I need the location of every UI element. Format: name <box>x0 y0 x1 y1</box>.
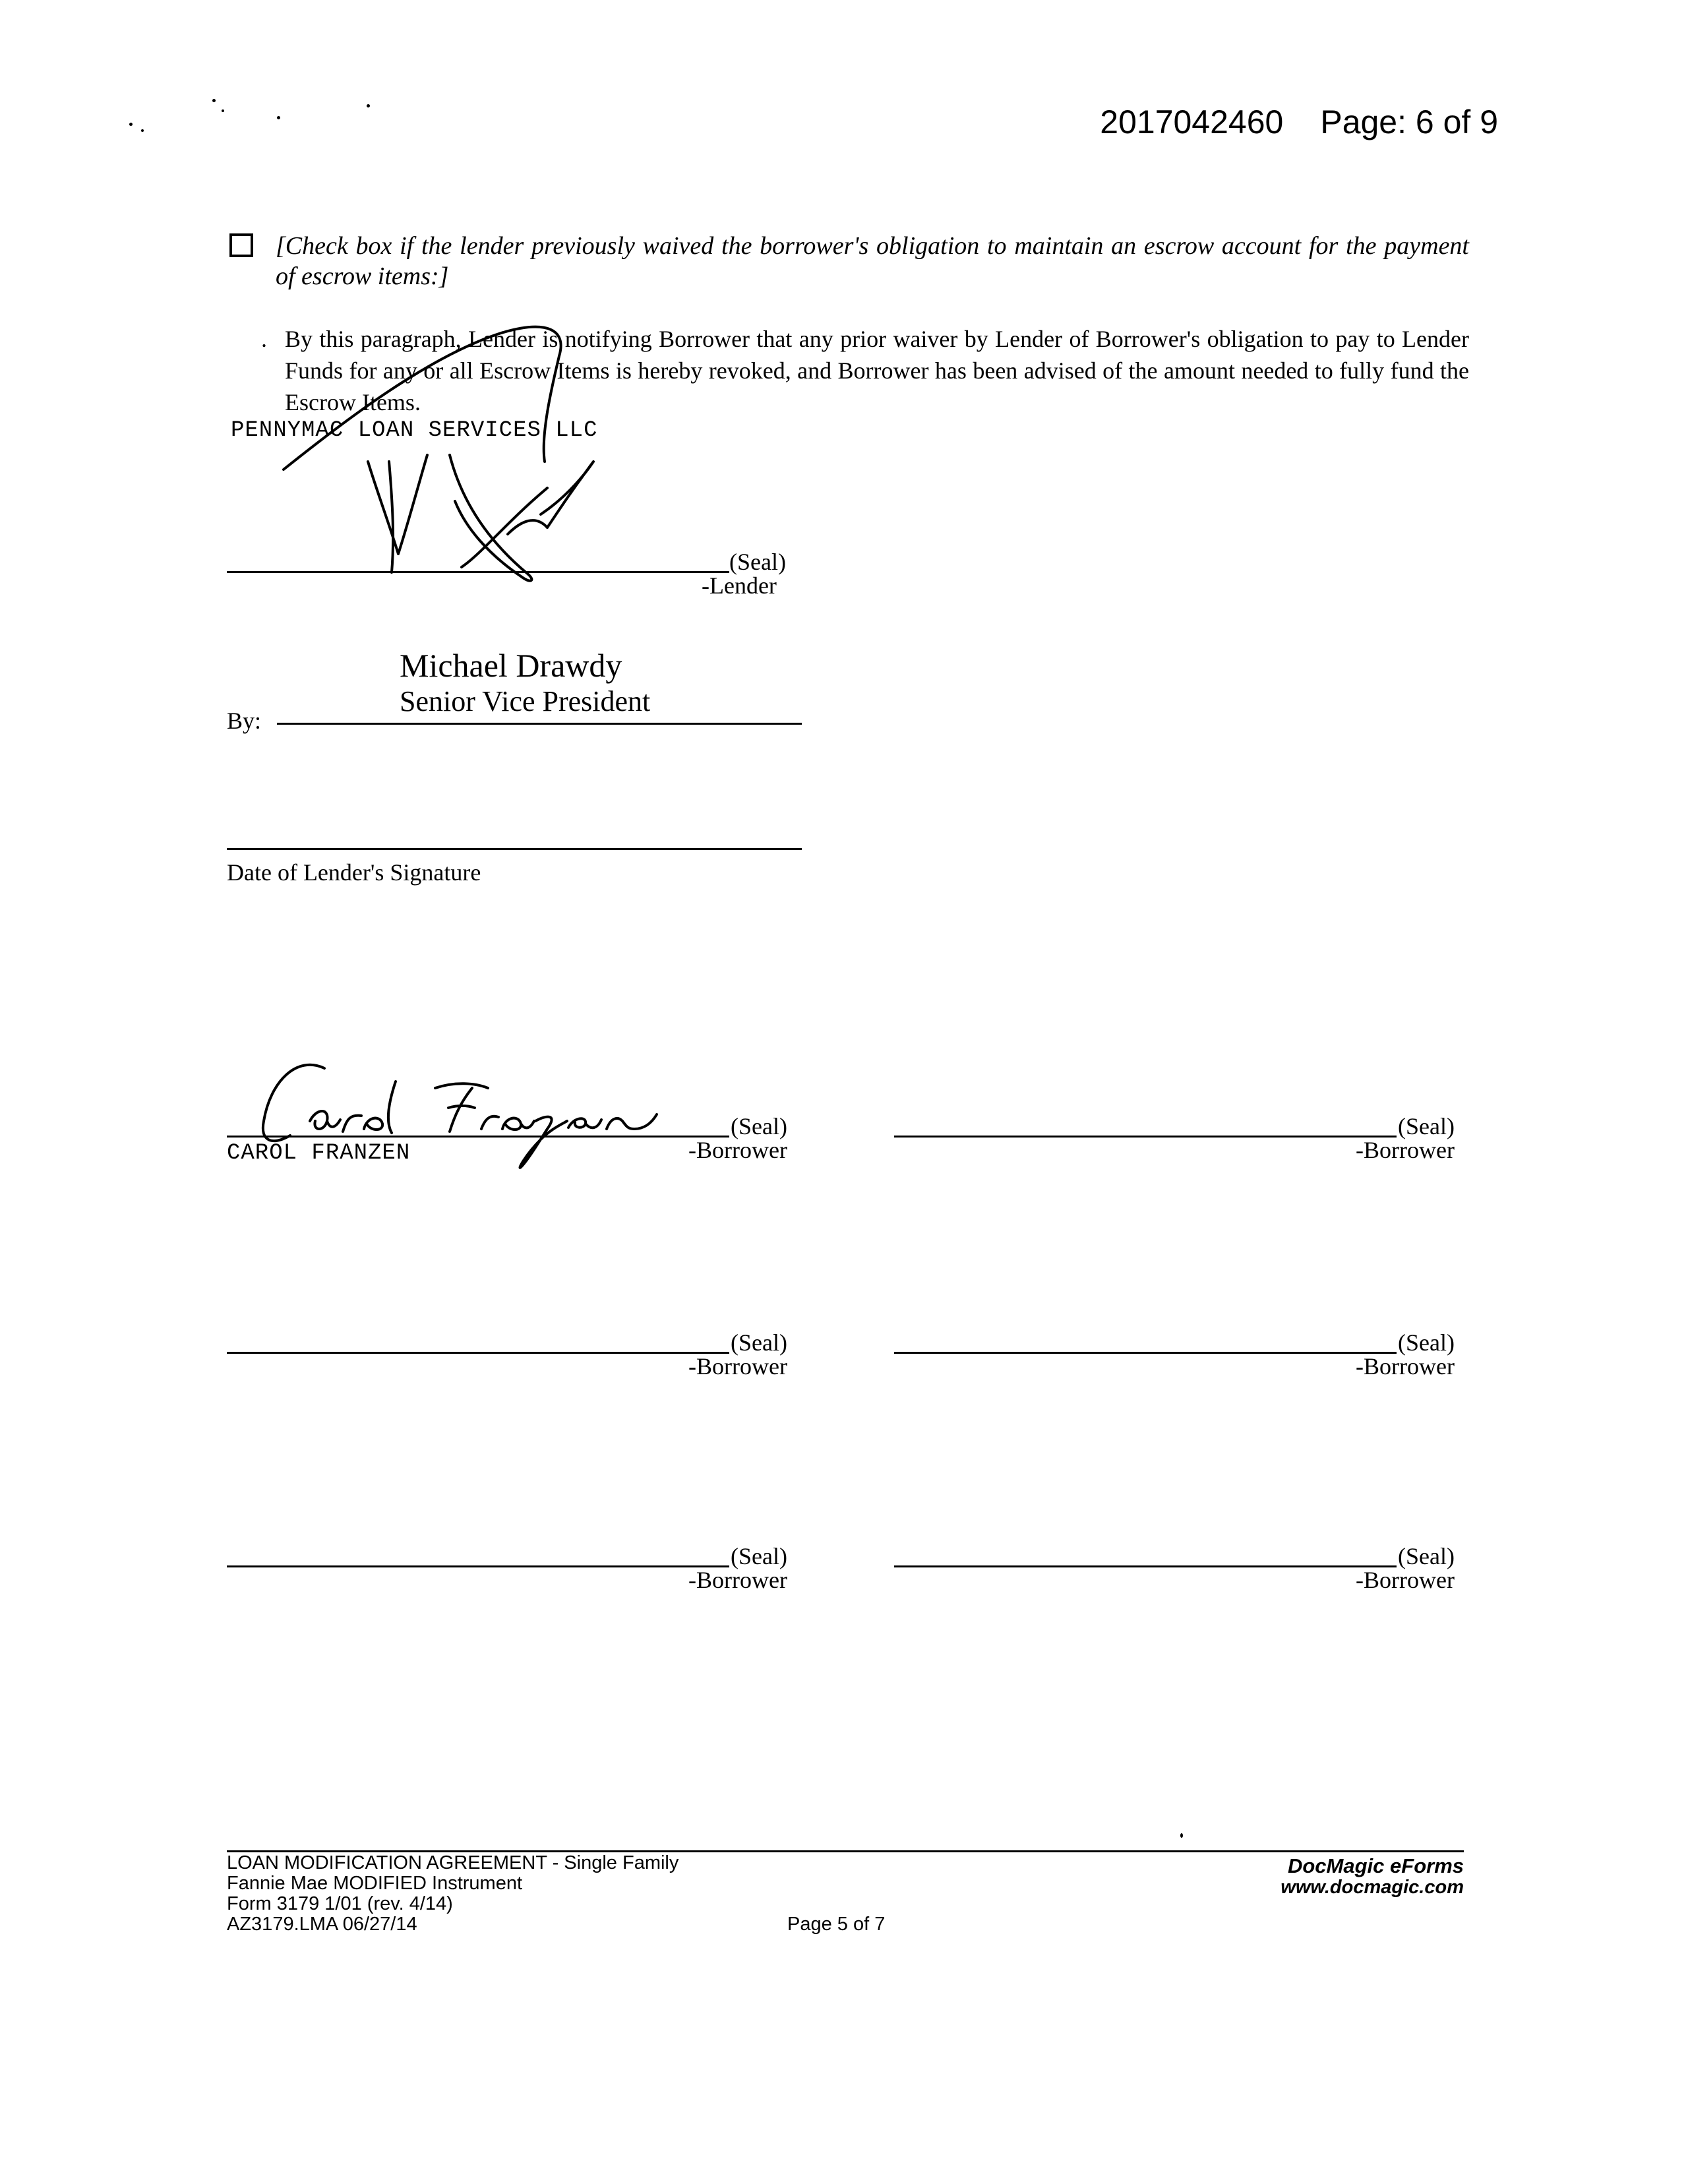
signer-title: Senior Vice President <box>400 685 651 717</box>
recording-page-label: Page: 6 of 9 <box>1320 104 1498 140</box>
borrower-2-role-label: -Borrower <box>1356 1137 1455 1163</box>
footer-form-line: Form 3179 1/01 (rev. 4/14) <box>227 1893 453 1914</box>
borrower-1-role-label: -Borrower <box>688 1137 787 1163</box>
lender-date-label: Date of Lender's Signature <box>227 859 481 886</box>
borrower-1-name: CAROL FRANZEN <box>227 1141 411 1166</box>
docmagic-logo: DocMagic eForms <box>1287 1854 1464 1877</box>
borrower-5-signature-line <box>227 1565 729 1567</box>
paragraph-bullet: . <box>261 326 267 352</box>
footer-form-line: LOAN MODIFICATION AGREEMENT - Single Family <box>227 1852 679 1873</box>
borrower-5-seal-label: (Seal) <box>731 1543 787 1569</box>
borrower-5-role-label: -Borrower <box>688 1567 787 1593</box>
by-label: By: <box>227 708 262 734</box>
borrower-3-role-label: -Borrower <box>688 1353 787 1380</box>
borrower-1-signature-line <box>227 1136 729 1138</box>
footer-page-number: Page 5 of 7 <box>787 1914 886 1935</box>
document-number: 2017042460 <box>1100 104 1284 140</box>
borrower-3-signature-line <box>227 1352 729 1354</box>
docmagic-url: www.docmagic.com <box>1281 1877 1464 1898</box>
borrower-4-seal-label: (Seal) <box>1398 1329 1455 1356</box>
borrower-2-seal-label: (Seal) <box>1398 1113 1455 1139</box>
lender-name: PENNYMAC LOAN SERVICES LLC <box>231 418 598 443</box>
borrower-6-seal-label: (Seal) <box>1398 1543 1455 1569</box>
borrower-1-seal-label: (Seal) <box>731 1113 787 1139</box>
signer-name: Michael Drawdy <box>400 647 622 684</box>
footer-form-line: AZ3179.LMA 06/27/14 <box>227 1914 417 1935</box>
borrower-6-role-label: -Borrower <box>1356 1567 1455 1593</box>
lender-seal-label: (Seal) <box>729 549 786 575</box>
footer-form-info <box>227 1853 678 1935</box>
footer-form-line: Fannie Mae MODIFIED Instrument <box>227 1873 523 1894</box>
borrower-4-signature-line <box>894 1352 1397 1354</box>
borrower-4-role-label: -Borrower <box>1356 1353 1455 1380</box>
escrow-revocation-paragraph: By this paragraph, Lender is notifying Borrower that any prior waiver by Lender of Borrower's obligation to pay to Lender Funds for any or all Escrow Items is hereby revoked, and Borrower has been advised of the amount needed to fully fund the Escrow Items. <box>285 326 1469 415</box>
borrower-2-signature-line <box>894 1136 1397 1138</box>
borrower-6-signature-line <box>894 1565 1397 1567</box>
borrower-3-seal-label: (Seal) <box>731 1329 787 1356</box>
escrow-waiver-checkbox-text: [Check box if the lender previously waived the borrower's obligation to maintain an escrow account for the payment of escrow items:] <box>276 232 1469 290</box>
lender-role-label: -Lender <box>702 572 777 599</box>
